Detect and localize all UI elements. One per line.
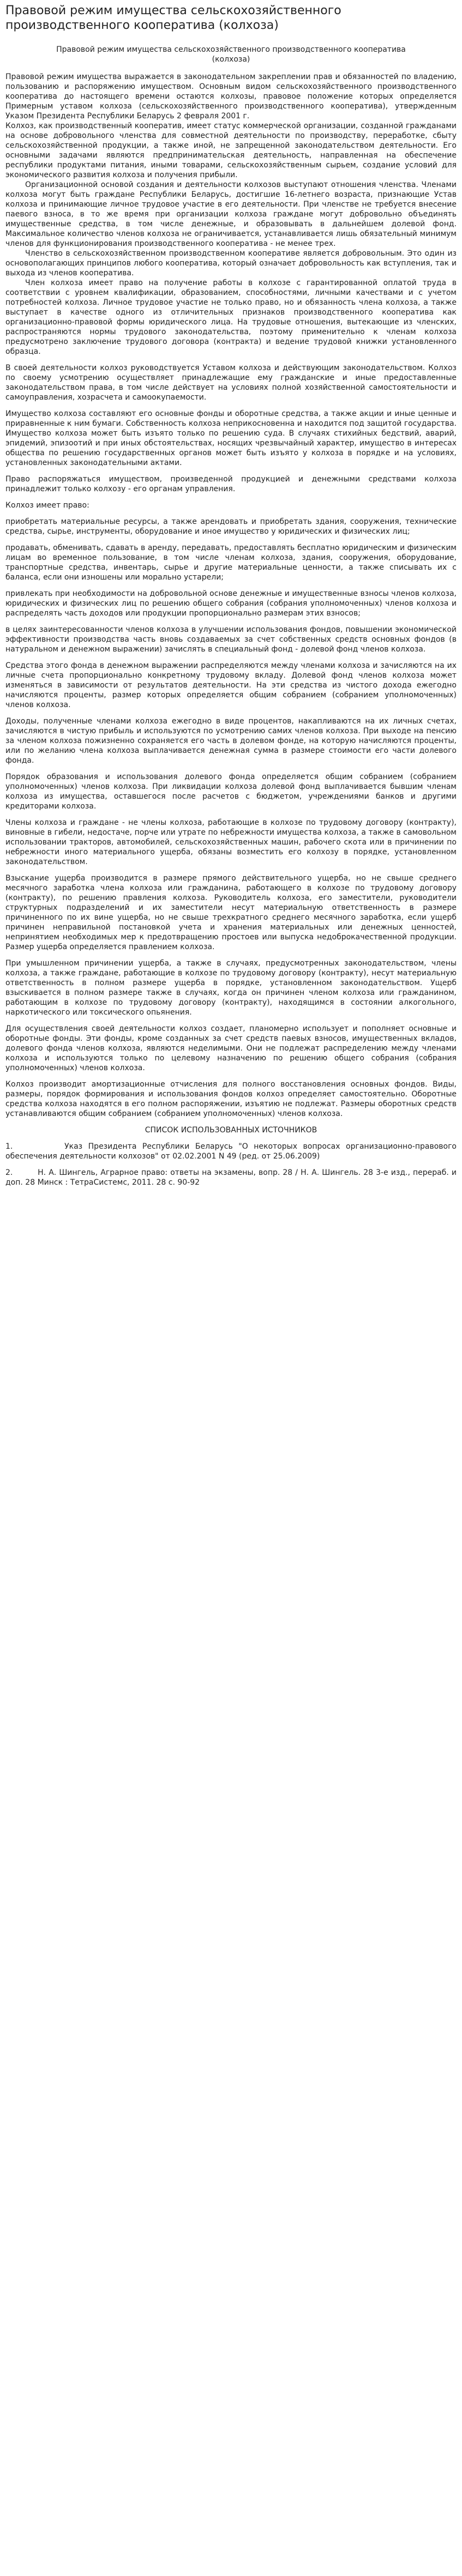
page-title: Правовой режим имущества сельскохозяйственного производственного кооператива (колхоза)	[5, 4, 341, 32]
paragraph: Для осуществления своей деятельности колхоз создает, планомерно использует и пополняет основные и оборотные фонды. Эти фонды, кроме созданных за счет средств паевых взносов, имущественных вкладов, долевого фонда членов колхоза, являются неделимыми. Они не подлежат распределению между членами колхоза и используются только по целевому назначению по решению общего собрания (собрания уполномоченных) членов колхоза.	[5, 1024, 457, 1072]
paragraph: Взыскание ущерба производится в размере прямого действительного ущерба, но не свыше среднего месячного заработка члена колхоза или гражданина, работающего в колхозе по трудовому договору (контракту), по решению правления колхоза. Руководитель колхоза, его заместители, руководители структурных подразделений и их заместители несут материальную ответственность в размере причиненного по их вине ущерба, но не свыше трехкратного среднего месячного заработка, если ущерб причинен неправильной постановкой учета и хранения материальных или денежных ценностей, непринятием необходимых мер к предотвращению простоев или выпуска недоброкачественной продукции. Размер ущерба определяется правлением колхоза.	[5, 874, 457, 951]
paragraph: Членство в сельскохозяйственном производственном кооперативе является добровольным. Это один из основополагающих принципов любого кооператива, который означает добровольность как вступления, так и выхода из членов кооператива.	[5, 249, 457, 277]
list-item: в целях заинтересованности членов колхоза в улучшении использования фондов, повышении экономической эффективности производства часть вновь создаваемых за счет собственных средств основных фондов (в натуральном и денежном выражении) зачислять в специальный фонд - долевой фонд членов колхоза.	[5, 625, 457, 654]
paragraph: Организационной основой создания и деятельности колхозов выступают отношения членства. Членами колхоза могут быть граждане Республики Беларусь, достигшие 16-летнего возраста, признающие Устав колхоза и принимающие личное трудовое участие в его деятельности. При членстве не требуется внесение паевого взноса, в то же время при организации колхоза граждане могут добровольно объединять имущественные средства, в том числе денежные, и образовывать в дальнейшем долевой фонд. Максимальное количество членов колхоза не ограничивается, устанавливается лишь обязательный минимум членов для функционирования производственного кооператива - не менее трех.	[5, 180, 457, 248]
list-item: продавать, обменивать, сдавать в аренду, передавать, предоставлять бесплатно юридическим и физическим лицам во временное пользование, в том числе членам колхоза, здания, сооружения, оборудование, транспортные средства, инвентарь, сырье и другие материальные ценности, а также списывать их с баланса, если они изношены или морально устарели;	[5, 544, 457, 582]
paragraph: Порядок образования и использования долевого фонда определяется общим собранием (собранием уполномоченных) членов колхоза. При ликвидации колхоза долевой фонд выплачивается бывшим членам колхоза из имущества, оставшегося после расчетов с бюджетом, учреждениями банков и другими кредиторами колхоза.	[5, 773, 457, 811]
paragraph: Колхоз, как производственный кооператив, имеет статус коммерческой организации, созданной гражданами на основе добровольного членства для совместной деятельности по производству, переработке, сбыту сельскохозяйственной продукции, а также иной, не запрещенной законодательством деятельности. Его основными задачами являются предпринимательская деятельность, направленная на обеспечение республики продуктами питания, иными товарами, сельскохозяйственным сырьем, создание условий для экономического развития колхоза и получения прибыли.	[5, 122, 457, 179]
page	[0, 0, 462, 1205]
paragraph: Имущество колхоза составляют его основные фонды и оборотные средства, а также акции и иные ценные и приравненные к ним бумаги. Собственность колхоза неприкосновенна и находится под защитой государства. Имущество колхоза может быть изъято только по решению суда. В случаях стихийных бедствий, аварий, эпидемий, эпизоотий и при иных обстоятельствах, носящих чрезвычайный характер, имущество в интересах общества по решению государственных органов может быть изъято у колхоза в порядке и на условиях, установленных законодательными актами.	[5, 409, 457, 467]
paragraph: Правовой режим имущества выражается в законодательном закреплении прав и обязанностей по владению, пользованию и распоряжению имуществом. Основным видом сельскохозяйственного производственного кооператива до настоящего времени остаются колхозы, правовое положение которых определяется Примерным уставом колхоза (сельскохозяйственного производственного кооператива), утвержденным Указом Президента Республики Беларусь 2 февраля 2001 г.	[5, 73, 457, 120]
paragraph: Право распоряжаться имуществом, произведенной продукцией и денежными средствами колхоза принадлежит только колхозу - его органам управления.	[5, 475, 457, 493]
paragraph: Члены колхоза и граждане - не члены колхоза, работающие в колхозе по трудовому договору (контракту), виновные в гибели, недостаче, порче или утрате по небрежности имущества колхоза, а также в самовольном использовании тракторов, автомобилей, сельскохозяйственных машин, рабочего скота или в причинении по небрежности иного материального ущерба, обязаны возместить его колхозу в порядке, установленном законодательством.	[5, 818, 457, 866]
reference-item: 2. Н. А. Шингель, Аграрное право: ответы на экзамены, вопр. 28 / Н. А. Шингель. 28 3-е изд., перераб. и доп. 28 Минск : ТетраСистемс, 2011. 28 с. 90-92	[5, 1168, 457, 1187]
list-item: приобретать материальные ресурсы, а также арендовать и приобретать здания, сооружения, технические средства, сырье, инструменты, оборудование и иное имущество у юридических и физических лиц;	[5, 517, 457, 536]
references-heading: СПИСОК ИСПОЛЬЗОВАННЫХ ИСТОЧНИКОВ	[145, 1126, 317, 1135]
references-list	[5, 1142, 457, 1187]
paragraph: В своей деятельности колхоз руководствуется Уставом колхоза и действующим законодательством. Колхоз по своему усмотрению осуществляет принадлежащие ему гражданские и иные предоставленные законодательством права, в том числе действует на условиях полной хозяйственной самостоятельности и самоуправления, хозрасчета и самоокупаемости.	[5, 364, 457, 402]
article-body	[5, 72, 457, 1119]
paragraph: Доходы, полученные членами колхоза ежегодно в виде процентов, накапливаются на их личных счетах, зачисляются в чистую прибыль и используются по усмотрению самих членов колхоза. При выходе на пенсию за членом колхоза пожизненно сохраняется его часть в долевом фонде, на которую начисляются проценты, или по желанию члена колхоза выплачивается денежная сумма в размере стоимости его части долевого фонда.	[5, 717, 457, 765]
paragraph: Член колхоза имеет право на получение работы в колхозе с гарантированной оплатой труда в соответствии с уровнем квалификации, образованием, способностями, личными качествами и с учетом потребностей колхоза. Личное трудовое участие не только право, но и обязанность члена колхоза, а также выступает в качестве одного из отличительных признаков производственного кооператива как организационно-правовой формы юридического лица. На трудовые отношения, вытекающие из членских, распространяются нормы трудового законодательства, поэтому применительно к членам колхоза предусмотрено заключение трудового договора (контракта) и ведение трудовой книжки установленного образца.	[5, 279, 457, 356]
paragraph: Средства этого фонда в денежном выражении распределяются между членами колхоза и зачисляются на их личные счета пропорционально конкретному трудовому вкладу. Долевой фонд членов колхоза может изменяться в зависимости от результатов деятельности. На эти средства из чистого дохода ежегодно начисляются проценты, размер которых определяется общим собранием (собранием уполномоченных) членов колхоза.	[5, 661, 457, 709]
paragraph: Колхоз имеет право:	[5, 501, 89, 510]
paragraph: При умышленном причинении ущерба, а также в случаях, предусмотренных законодательством, члены колхоза, а также граждане, работающие в колхозе по трудовому договору (контракту), несут материальную ответственность в полном размере ущерба в порядке, установленном законодательством. Ущерб взыскивается в полном размере также в случаях, когда он причинен членом колхоза или гражданином, работающим в колхозе по трудовому договору (контракту), находящимся в состоянии алкогольного, наркотического или токсического опьянения.	[5, 959, 457, 1017]
reference-item: 1. Указ Президента Республики Беларусь "О некоторых вопросах организационно-правового обеспечения деятельности колхозов" от 02.02.2001 N 49 (ред. от 25.06.2009)	[5, 1142, 457, 1161]
article-subtitle: Правовой режим имущества сельскохозяйственного производственного кооператива (колхоза)	[56, 45, 406, 64]
paragraph: Колхоз производит амортизационные отчисления для полного восстановления основных фондов. Виды, размеры, порядок формирования и использования фондов колхоз определяет самостоятельно. Оборотные средства колхоза находятся в его полном распоряжении, изъятию не подлежат. Размеры оборотных средств устанавливаются общим собранием (собранием уполномоченных) членов колхоза.	[5, 1080, 457, 1118]
list-item: привлекать при необходимости на добровольной основе денежные и имущественные взносы членов колхоза, юридических и физических лиц по решению общего собрания (собрания уполномоченных) членов колхоза и распределять часть доходов или продукции пропорционально размерам этих взносов;	[5, 589, 457, 618]
